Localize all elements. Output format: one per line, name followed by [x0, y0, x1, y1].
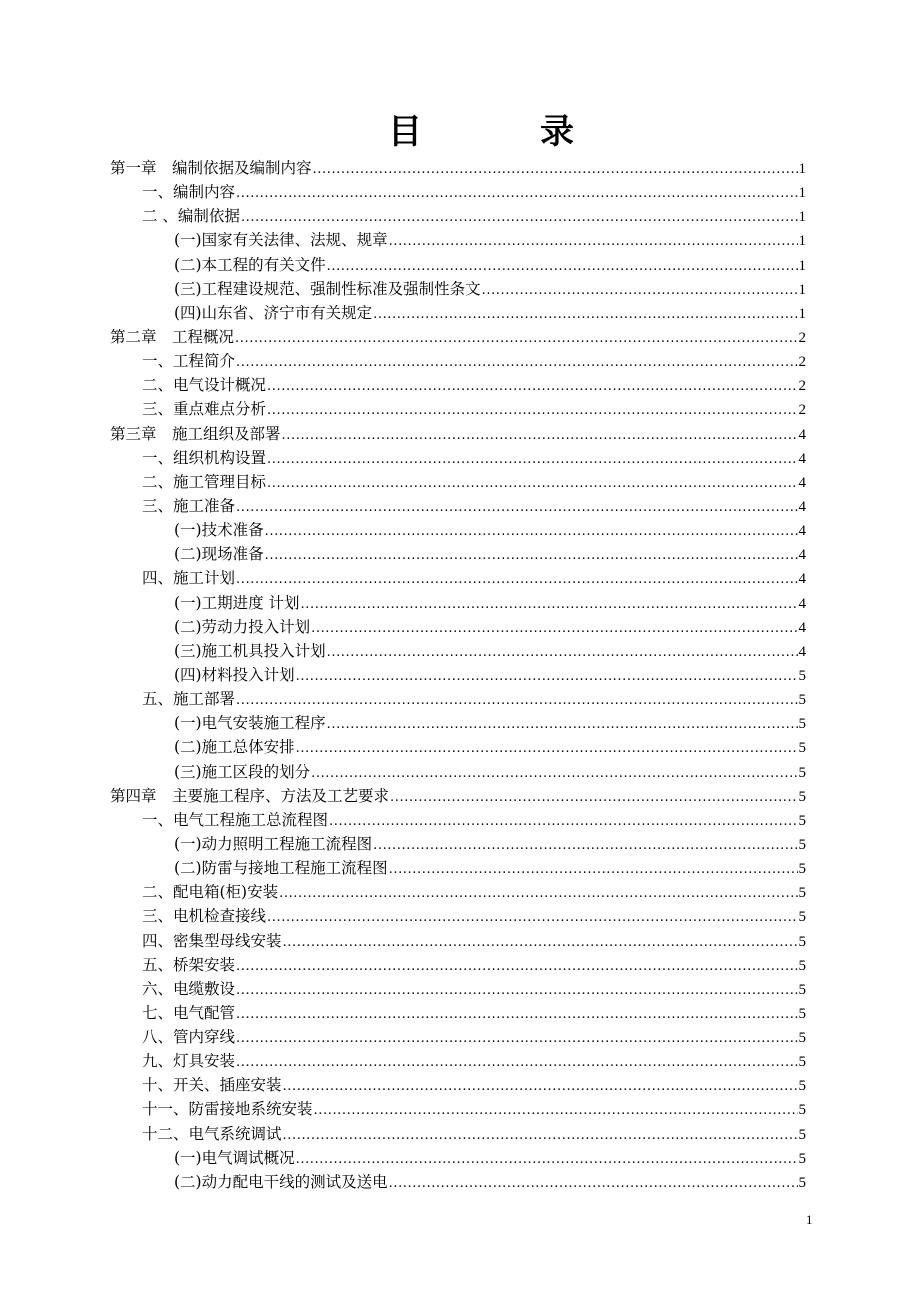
- toc-entry-label: 一、电气工程施工总流程图: [142, 810, 329, 829]
- toc-dot-leader: [311, 617, 797, 641]
- toc-entry-label: (一)工期进度 计划: [174, 593, 300, 612]
- toc-entry[interactable]: [110, 1170, 806, 1194]
- toc-dot-leader: [296, 665, 798, 689]
- toc-entry[interactable]: [110, 542, 806, 566]
- toc-entry-page: 5: [798, 667, 806, 684]
- table-of-contents: [110, 156, 806, 1194]
- toc-entry-page: 5: [798, 788, 806, 805]
- toc-dot-leader: [236, 351, 797, 375]
- toc-dot-leader: [373, 303, 797, 327]
- toc-entry[interactable]: [110, 494, 806, 518]
- toc-dot-leader: [236, 955, 797, 979]
- toc-dot-leader: [482, 279, 798, 303]
- toc-entry-label: (一)动力照明工程施工流程图: [174, 834, 373, 853]
- toc-entry[interactable]: [110, 253, 806, 277]
- toc-entry[interactable]: [110, 615, 806, 639]
- toc-entry-label: (一)电气调试概况: [174, 1148, 295, 1167]
- toc-dot-leader: [267, 906, 797, 930]
- toc-entry[interactable]: [110, 397, 806, 421]
- toc-entry[interactable]: [110, 1097, 806, 1121]
- toc-entry-label: 二、施工管理目标: [142, 472, 267, 491]
- toc-entry[interactable]: [110, 1025, 806, 1049]
- toc-entry-label: 六、电缆敷设: [142, 979, 236, 998]
- toc-entry-label: 二、配电箱(柜)安装: [142, 883, 279, 902]
- toc-entry[interactable]: [110, 904, 806, 928]
- toc-entry-label: 第四章 主要施工程序、方法及工艺要求: [110, 786, 390, 805]
- toc-dot-leader: [265, 520, 798, 544]
- toc-entry-page: 1: [798, 257, 806, 274]
- toc-dot-leader: [327, 713, 798, 737]
- toc-entry-page: 5: [798, 716, 806, 733]
- toc-entry-label: (二)劳动力投入计划: [174, 617, 311, 636]
- toc-dot-leader: [327, 255, 798, 279]
- toc-entry[interactable]: [110, 784, 806, 808]
- toc-entry[interactable]: [110, 808, 806, 832]
- toc-entry-page: 1: [798, 233, 806, 250]
- toc-dot-leader: [373, 834, 797, 858]
- toc-entry-page: 4: [798, 523, 806, 540]
- toc-dot-leader: [389, 1172, 798, 1196]
- toc-entry[interactable]: [110, 277, 806, 301]
- toc-entry[interactable]: [110, 373, 806, 397]
- toc-entry[interactable]: [110, 687, 806, 711]
- toc-entry-label: 第二章 工程概况: [110, 327, 235, 346]
- toc-entry-label: (一)技术准备: [174, 521, 264, 540]
- toc-entry-label: (二)现场准备: [174, 545, 264, 564]
- toc-entry[interactable]: [110, 663, 806, 687]
- toc-entry-page: 4: [798, 595, 806, 612]
- toc-entry-page: 5: [798, 1174, 806, 1191]
- title-char-1: 目: [388, 112, 422, 152]
- toc-entry[interactable]: [110, 1146, 806, 1170]
- toc-entry-page: 5: [798, 1054, 806, 1071]
- toc-entry[interactable]: [110, 953, 806, 977]
- toc-entry[interactable]: [110, 1049, 806, 1073]
- toc-entry-page: 5: [798, 861, 806, 878]
- toc-dot-leader: [236, 979, 797, 1003]
- toc-entry-page: 5: [798, 957, 806, 974]
- toc-entry-page: 5: [798, 1005, 806, 1022]
- toc-entry[interactable]: [110, 180, 806, 204]
- toc-entry-page: 1: [798, 185, 806, 202]
- toc-entry[interactable]: [110, 856, 806, 880]
- toc-entry-page: 5: [798, 812, 806, 829]
- toc-dot-leader: [296, 1148, 798, 1172]
- toc-entry-page: 1: [798, 161, 806, 177]
- title-char-2: 录: [540, 112, 574, 152]
- toc-entry-page: 5: [798, 1102, 806, 1119]
- toc-dot-leader: [283, 1124, 798, 1148]
- toc-entry-page: 2: [798, 329, 806, 346]
- toc-entry[interactable]: [110, 349, 806, 373]
- toc-entry[interactable]: [110, 1122, 806, 1146]
- toc-entry-label: 四、密集型母线安装: [142, 931, 282, 950]
- toc-dot-leader: [267, 472, 797, 496]
- toc-entry[interactable]: [110, 760, 806, 784]
- toc-entry-label: 九、灯具安装: [142, 1052, 236, 1071]
- toc-dot-leader: [236, 568, 797, 592]
- toc-dot-leader: [313, 158, 798, 182]
- toc-dot-leader: [282, 424, 798, 448]
- toc-entry-page: 4: [798, 498, 806, 515]
- page-number: 1: [806, 1212, 813, 1227]
- toc-entry-page: 2: [798, 354, 806, 371]
- toc-entry-page: 1: [798, 305, 806, 322]
- toc-entry-page: 4: [798, 547, 806, 564]
- toc-entry-page: 4: [798, 426, 806, 443]
- toc-entry-page: 2: [798, 378, 806, 395]
- toc-entry-label: 三、电机检查接线: [142, 907, 267, 926]
- toc-entry-label: 一、组织机构设置: [142, 448, 267, 467]
- toc-entry-page: 5: [798, 692, 806, 709]
- toc-entry[interactable]: [110, 301, 806, 325]
- toc-entry-label: 十、开关、插座安装: [142, 1076, 282, 1095]
- toc-entry[interactable]: [110, 735, 806, 759]
- toc-entry-label: 二 、编制依据: [142, 207, 240, 226]
- toc-entry[interactable]: [110, 204, 806, 228]
- toc-dot-leader: [235, 327, 797, 351]
- toc-dot-leader: [301, 593, 798, 617]
- toc-entry-label: (三)工程建设规范、强制性标准及强制性条文: [174, 279, 481, 298]
- toc-dot-leader: [329, 810, 797, 834]
- toc-entry-page: 2: [798, 402, 806, 419]
- toc-entry-label: 三、重点难点分析: [142, 400, 267, 419]
- toc-entry-label: 二、电气设计概况: [142, 376, 267, 395]
- document-title: [0, 112, 920, 152]
- toc-entry-label: 第三章 施工组织及部署: [110, 424, 281, 443]
- toc-dot-leader: [236, 1051, 797, 1075]
- toc-entry[interactable]: [110, 518, 806, 542]
- toc-entry[interactable]: [110, 470, 806, 494]
- toc-entry-label: (二)防雷与接地工程施工流程图: [174, 859, 388, 878]
- toc-entry-page: 5: [798, 1030, 806, 1047]
- toc-dot-leader: [389, 230, 798, 254]
- toc-dot-leader: [283, 1075, 798, 1099]
- toc-dot-leader: [389, 858, 798, 882]
- toc-entry-label: 一、编制内容: [142, 183, 236, 202]
- toc-entry[interactable]: [110, 446, 806, 470]
- toc-entry-label: 七、电气配管: [142, 1003, 236, 1022]
- toc-entry-page: 4: [798, 474, 806, 491]
- toc-entry[interactable]: [110, 325, 806, 349]
- toc-entry-label: (一)电气安装施工程序: [174, 714, 326, 733]
- toc-entry-page: 5: [798, 909, 806, 926]
- toc-dot-leader: [327, 641, 798, 665]
- toc-entry-page: 5: [798, 740, 806, 757]
- toc-entry[interactable]: [110, 422, 806, 446]
- toc-entry-label: (一)国家有关法律、法规、规章: [174, 231, 388, 250]
- toc-dot-leader: [236, 689, 797, 713]
- toc-entry[interactable]: [110, 228, 806, 252]
- toc-entry-label: 五、施工部署: [142, 690, 236, 709]
- toc-entry[interactable]: [110, 929, 806, 953]
- toc-entry-label: 十一、防雷接地系统安装: [142, 1100, 313, 1119]
- toc-entry-label: (四)材料投入计划: [174, 665, 295, 684]
- toc-entry[interactable]: [110, 1001, 806, 1025]
- toc-entry-page: 4: [798, 643, 806, 660]
- toc-entry-label: 一、工程简介: [142, 352, 236, 371]
- toc-entry-page: 1: [798, 209, 806, 226]
- toc-entry[interactable]: [110, 591, 806, 615]
- toc-dot-leader: [279, 882, 797, 906]
- toc-dot-leader: [283, 931, 798, 955]
- toc-dot-leader: [267, 399, 797, 423]
- toc-entry[interactable]: [110, 711, 806, 735]
- toc-entry-label: 四、施工计划: [142, 569, 236, 588]
- toc-entry-page: 1: [798, 281, 806, 298]
- toc-entry-page: 5: [798, 836, 806, 853]
- toc-entry[interactable]: [110, 880, 806, 904]
- toc-entry[interactable]: [110, 832, 806, 856]
- toc-dot-leader: [236, 1027, 797, 1051]
- toc-entry[interactable]: [110, 639, 806, 663]
- toc-entry-label: (三)施工机具投入计划: [174, 641, 326, 660]
- toc-entry[interactable]: [110, 977, 806, 1001]
- toc-entry-label: 八、管内穿线: [142, 1028, 236, 1047]
- toc-entry-page: 5: [798, 885, 806, 902]
- toc-dot-leader: [267, 448, 797, 472]
- toc-entry-page: 5: [798, 764, 806, 781]
- toc-entry-page: 5: [798, 933, 806, 950]
- toc-dot-leader: [236, 182, 797, 206]
- toc-dot-leader: [267, 375, 797, 399]
- toc-dot-leader: [314, 1099, 798, 1123]
- toc-entry[interactable]: [110, 1073, 806, 1097]
- toc-entry-label: (三)施工区段的划分: [174, 762, 311, 781]
- toc-dot-leader: [236, 496, 797, 520]
- toc-entry-label: 十二、电气系统调试: [142, 1124, 282, 1143]
- toc-entry[interactable]: [110, 156, 806, 180]
- toc-entry-page: 5: [798, 1150, 806, 1167]
- toc-dot-leader: [296, 737, 798, 761]
- toc-entry-label: (二)动力配电干线的测试及送电: [174, 1172, 388, 1191]
- toc-entry-page: 5: [798, 1126, 806, 1143]
- toc-entry-page: 5: [798, 1078, 806, 1095]
- toc-dot-leader: [265, 544, 798, 568]
- toc-entry-label: (二)本工程的有关文件: [174, 255, 326, 274]
- toc-entry-label: (四)山东省、济宁市有关规定: [174, 303, 373, 322]
- toc-entry-page: 5: [798, 981, 806, 998]
- toc-entry-page: 4: [798, 450, 806, 467]
- toc-dot-leader: [390, 786, 797, 810]
- toc-entry-label: 三、施工准备: [142, 496, 236, 515]
- toc-dot-leader: [311, 762, 797, 786]
- toc-dot-leader: [241, 206, 798, 230]
- toc-entry-page: 4: [798, 571, 806, 588]
- toc-entry-label: 五、桥架安装: [142, 955, 236, 974]
- toc-entry[interactable]: [110, 566, 806, 590]
- toc-entry-label: (二)施工总体安排: [174, 738, 295, 757]
- toc-entry-label: 第一章 编制依据及编制内容: [110, 159, 312, 177]
- toc-entry-page: 4: [798, 619, 806, 636]
- toc-dot-leader: [236, 1003, 797, 1027]
